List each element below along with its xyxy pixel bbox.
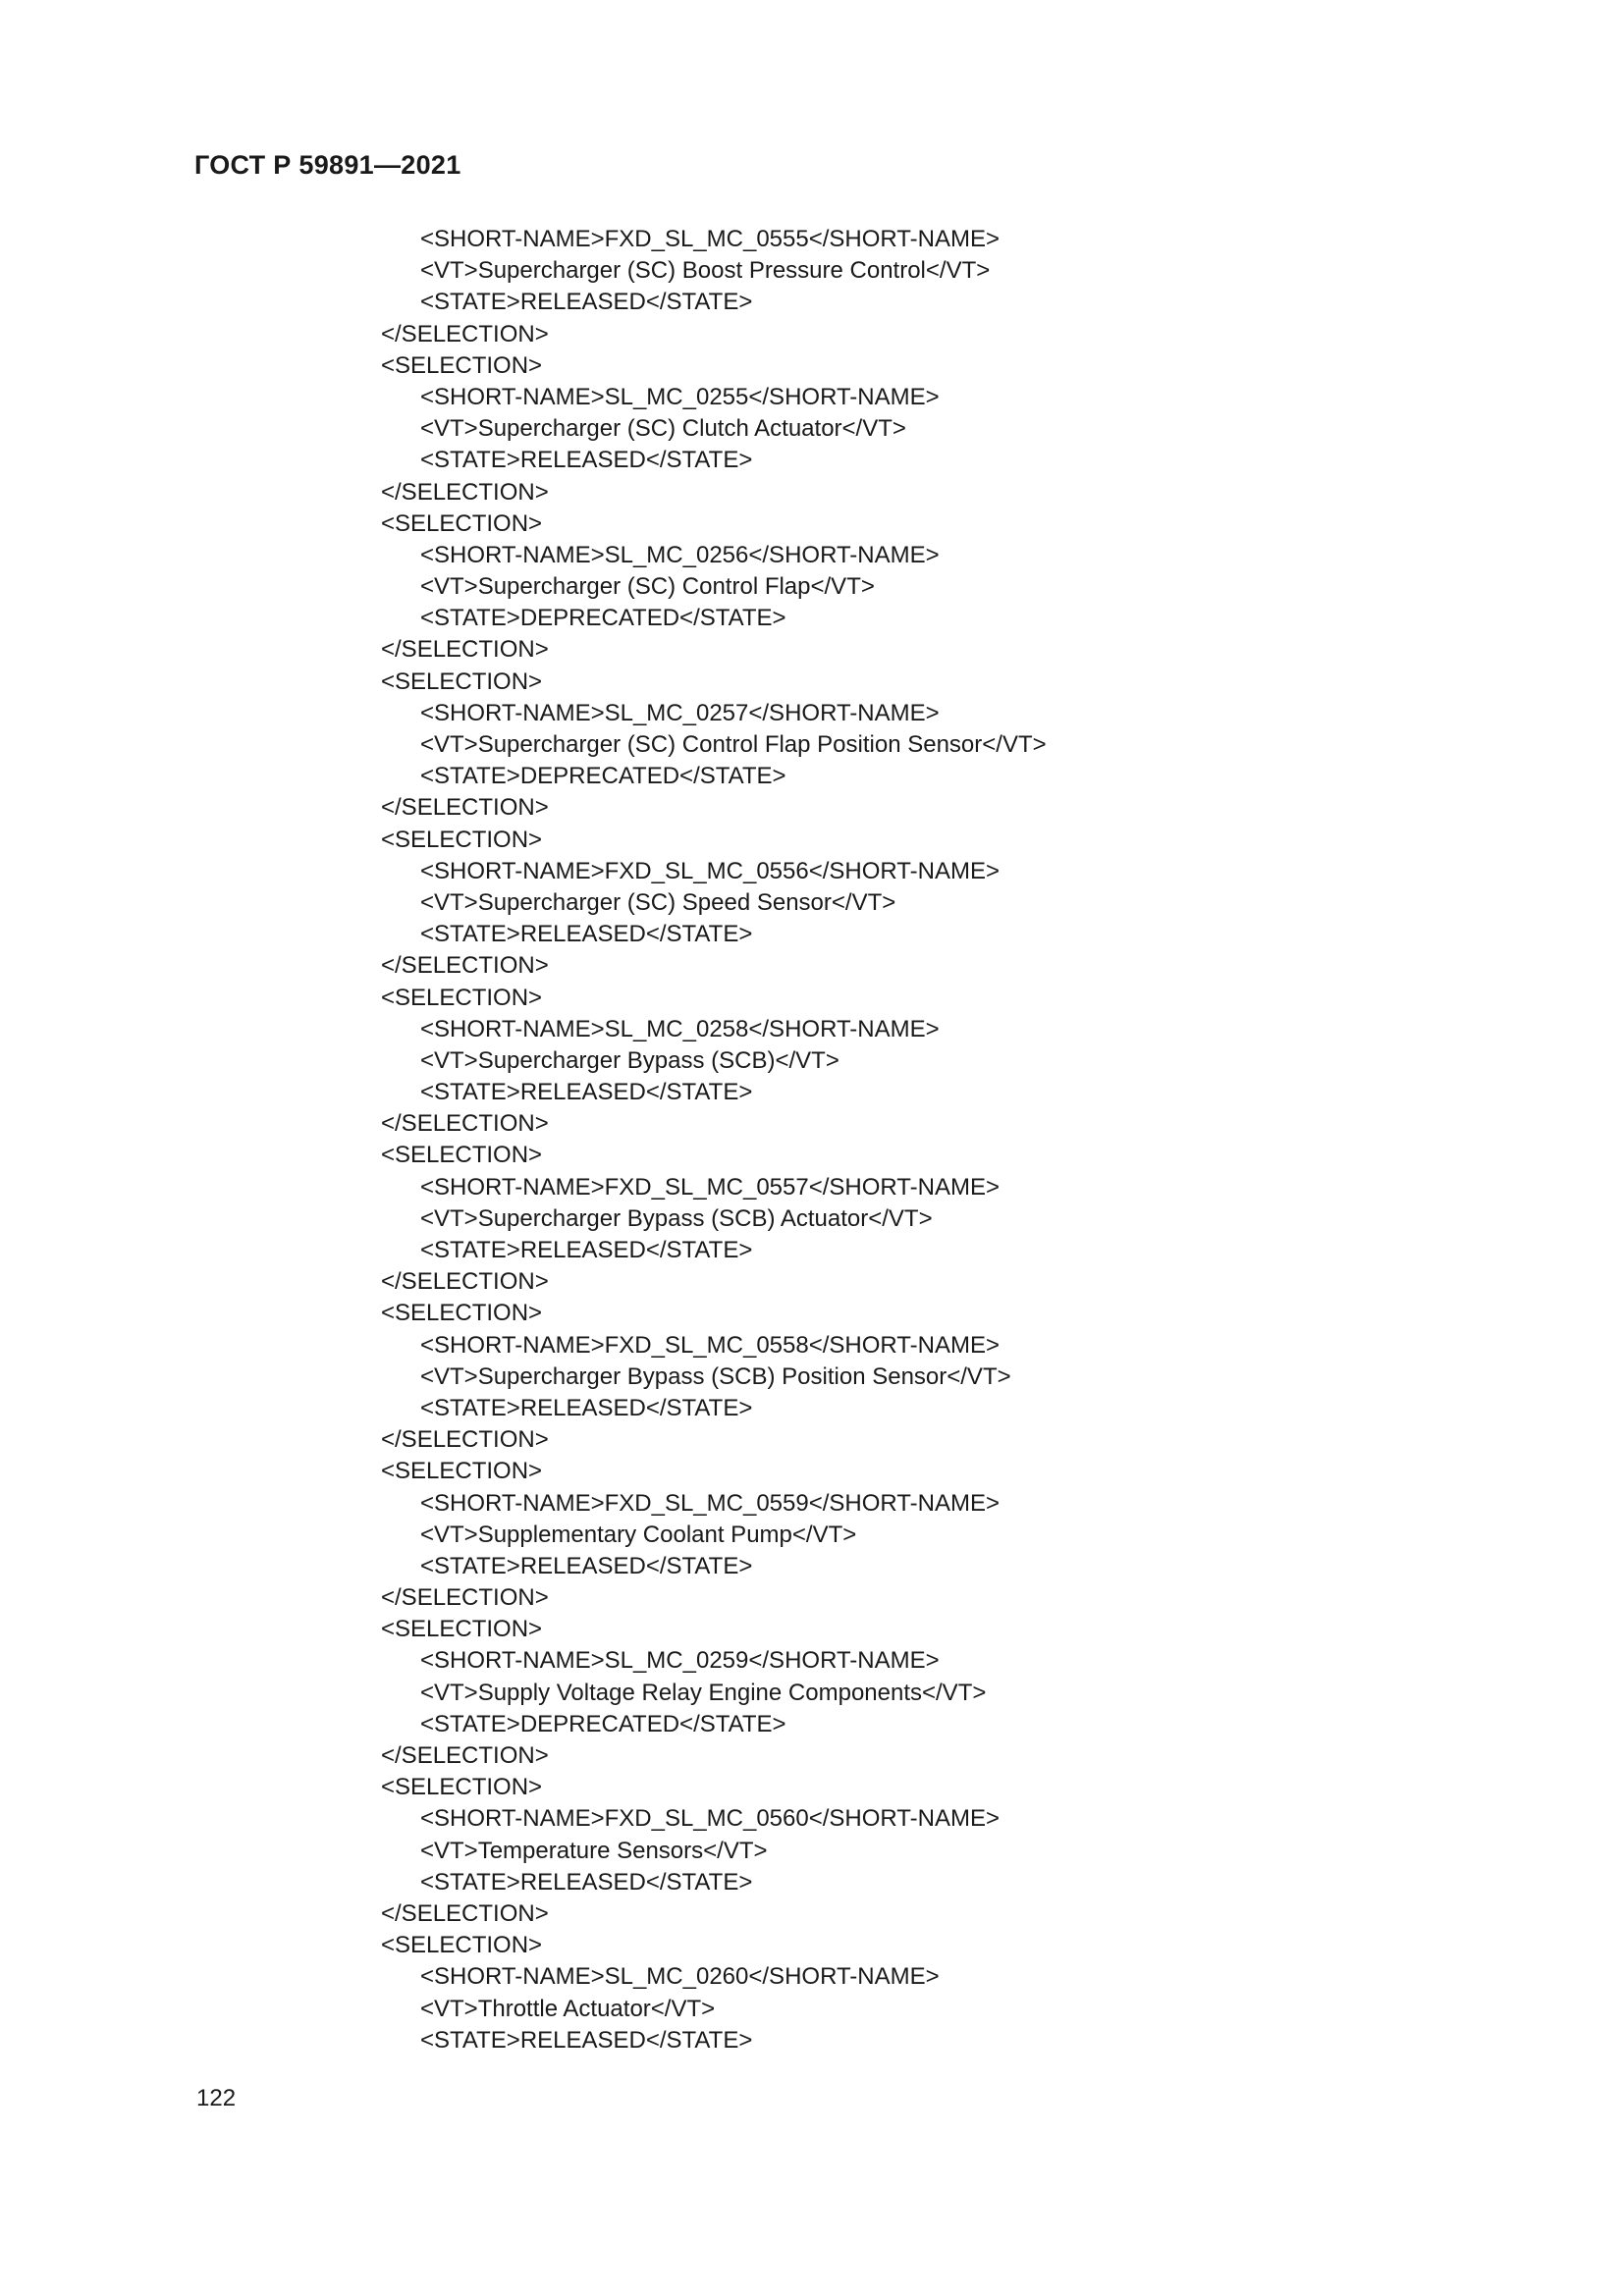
code-line: <VT>Supplementary Coolant Pump</VT> — [420, 1521, 857, 1548]
code-line: <SHORT-NAME>SL_MC_0259</SHORT-NAME> — [420, 1647, 940, 1675]
code-line: <SELECTION> — [381, 1616, 543, 1643]
code-line: <SHORT-NAME>SL_MC_0255</SHORT-NAME> — [420, 383, 940, 410]
code-line: <SELECTION> — [381, 826, 543, 853]
code-line: </SELECTION> — [381, 1584, 549, 1612]
code-line: <VT>Supercharger Bypass (SCB)</VT> — [420, 1046, 839, 1074]
code-line: <STATE>RELEASED</STATE> — [420, 447, 753, 474]
code-line: <VT>Supercharger (SC) Control Flap Position Sensor</VT> — [420, 731, 1047, 758]
code-line: <SELECTION> — [381, 1458, 543, 1485]
code-line: </SELECTION> — [381, 320, 549, 347]
code-line: <STATE>RELEASED</STATE> — [420, 1079, 753, 1106]
code-line: <SELECTION> — [381, 1300, 543, 1327]
code-line: <STATE>DEPRECATED</STATE> — [420, 763, 786, 790]
code-line: </SELECTION> — [381, 1426, 549, 1454]
code-line: <STATE>RELEASED</STATE> — [420, 1394, 753, 1421]
code-line: <SHORT-NAME>FXD_SL_MC_0556</SHORT-NAME> — [420, 857, 1000, 884]
page-number: 122 — [196, 2085, 237, 2111]
code-line: <VT>Supercharger (SC) Clutch Actuator</VT> — [420, 415, 906, 443]
code-line: <VT>Supply Voltage Relay Engine Components</VT> — [420, 1679, 987, 1706]
code-line: <SHORT-NAME>FXD_SL_MC_0558</SHORT-NAME> — [420, 1331, 1000, 1359]
code-line: </SELECTION> — [381, 636, 549, 664]
code-line: <SELECTION> — [381, 1932, 543, 1959]
code-line: <VT>Supercharger Bypass (SCB) Position Sensor</VT> — [420, 1362, 1011, 1390]
code-line: </SELECTION> — [381, 1742, 549, 1769]
code-line: <SHORT-NAME>FXD_SL_MC_0560</SHORT-NAME> — [420, 1805, 1000, 1833]
code-line: <STATE>RELEASED</STATE> — [420, 921, 753, 948]
code-line: <SELECTION> — [381, 984, 543, 1011]
code-line: <STATE>RELEASED</STATE> — [420, 1237, 753, 1263]
code-line: <STATE>DEPRECATED</STATE> — [420, 605, 786, 632]
code-line: <VT>Supercharger (SC) Boost Pressure Control</VT> — [420, 257, 991, 285]
code-line: <STATE>DEPRECATED</STATE> — [420, 1710, 786, 1737]
xml-code-listing — [0, 224, 1624, 2056]
code-line: <SELECTION> — [381, 1142, 543, 1169]
code-line: <SELECTION> — [381, 1774, 543, 1801]
document-header: ГОСТ Р 59891—2021 — [194, 150, 461, 180]
code-line: <SHORT-NAME>FXD_SL_MC_0555</SHORT-NAME> — [420, 226, 1000, 252]
code-line: <SHORT-NAME>SL_MC_0257</SHORT-NAME> — [420, 699, 940, 726]
code-line: </SELECTION> — [381, 1268, 549, 1296]
code-line: <VT>Temperature Sensors</VT> — [420, 1837, 768, 1864]
code-line: <SELECTION> — [381, 509, 543, 537]
code-line: <STATE>RELEASED</STATE> — [420, 1868, 753, 1896]
code-line: <SHORT-NAME>SL_MC_0256</SHORT-NAME> — [420, 541, 940, 568]
code-line: <VT>Throttle Actuator</VT> — [420, 1995, 716, 2022]
code-line: <SHORT-NAME>SL_MC_0258</SHORT-NAME> — [420, 1015, 940, 1042]
code-line: </SELECTION> — [381, 1110, 549, 1138]
code-line: </SELECTION> — [381, 794, 549, 822]
code-line: </SELECTION> — [381, 1899, 549, 1927]
code-line: <VT>Supercharger (SC) Control Flap</VT> — [420, 573, 875, 601]
code-line: <SHORT-NAME>SL_MC_0260</SHORT-NAME> — [420, 1963, 940, 1991]
code-line: <SELECTION> — [381, 667, 543, 695]
code-line: <STATE>RELEASED</STATE> — [420, 2026, 753, 2054]
code-line: <SHORT-NAME>FXD_SL_MC_0557</SHORT-NAME> — [420, 1173, 1000, 1201]
code-line: </SELECTION> — [381, 478, 549, 506]
code-line: </SELECTION> — [381, 952, 549, 980]
code-line: <STATE>RELEASED</STATE> — [420, 289, 753, 316]
code-line: <STATE>RELEASED</STATE> — [420, 1552, 753, 1579]
code-line: <VT>Supercharger (SC) Speed Sensor</VT> — [420, 888, 896, 916]
code-line: <VT>Supercharger Bypass (SCB) Actuator</VT> — [420, 1204, 933, 1232]
code-line: <SELECTION> — [381, 351, 543, 379]
code-line: <SHORT-NAME>FXD_SL_MC_0559</SHORT-NAME> — [420, 1489, 1000, 1517]
